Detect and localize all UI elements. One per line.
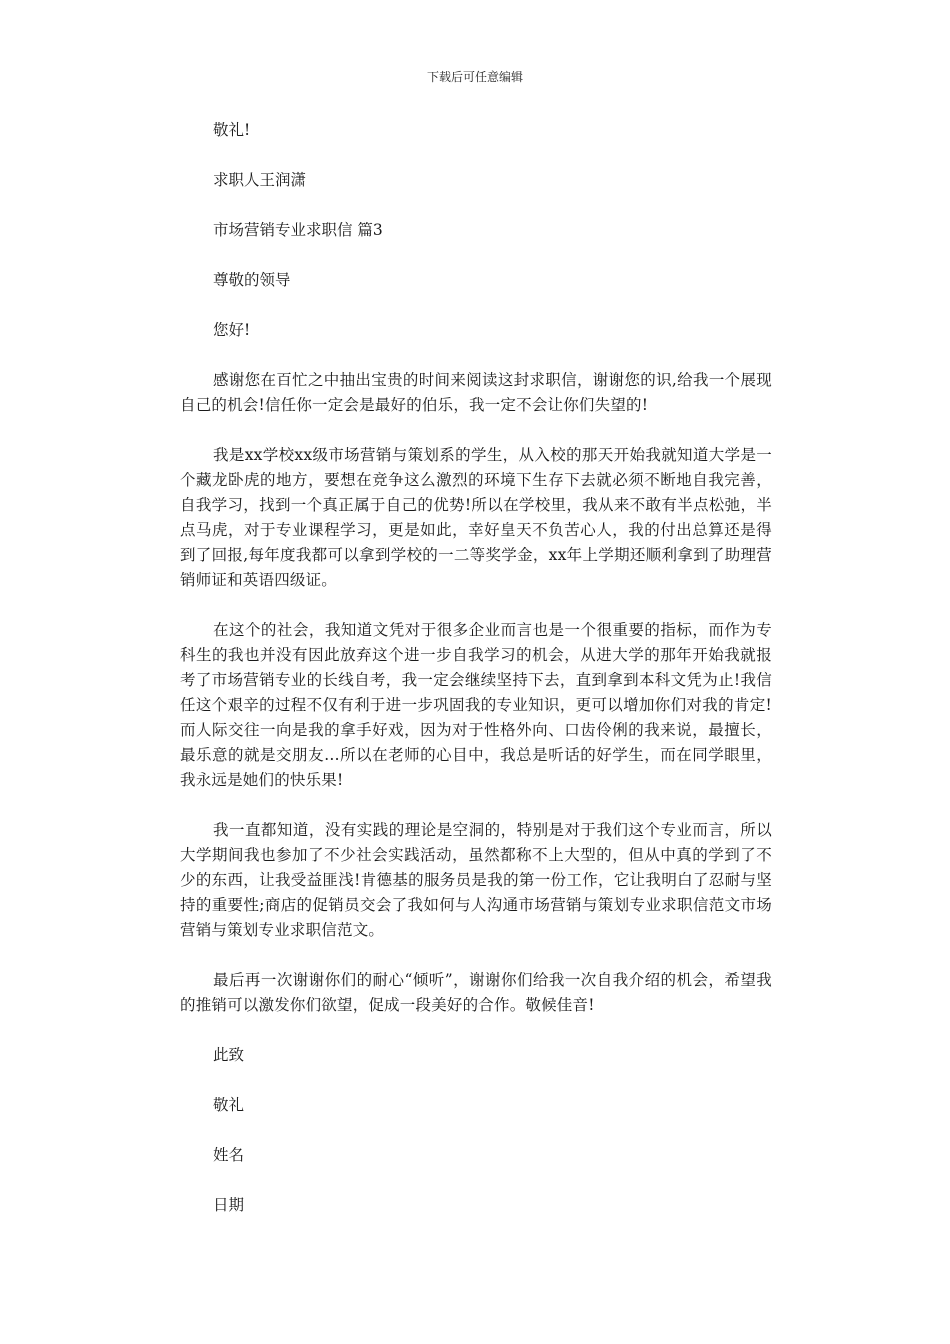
paragraph-closing: 最后再一次谢谢你们的耐心“倾听”，谢谢你们给我一次自我介绍的机会，希望我的推销可以激发你们欲望，促成一段美好的合作。敬候佳音! xyxy=(180,971,772,1014)
paragraph-practice: 我一直都知道，没有实践的理论是空洞的，特别是对于我们这个专业而言，所以大学期间我也参加了不少社会实践活动，虽然都称不上大型的，但从中真的学到了不少的东西，让我受益匪浅!肯德基的服务员是我的第一份工作，它让我明白了忍耐与坚持的重要性;商店的促销员交会了我如何与人沟通市场营销与策划专业求职信范文市场营销与策划专业求职信范文。 xyxy=(180,821,772,939)
closing-salute: 敬礼! xyxy=(213,121,251,139)
date-label: 日期 xyxy=(213,1196,245,1214)
page-header: 下载后可任意编辑 xyxy=(426,70,523,84)
name-label: 姓名 xyxy=(213,1146,245,1164)
section-title: 市场营销专业求职信 篇3 xyxy=(213,221,383,239)
greeting: 尊敬的领导 xyxy=(213,271,291,289)
paragraph-thanks: 感谢您在百忙之中抽出宝贵的时间来阅读这封求职信，谢谢您的识,给我一个展现自己的机会!信任你一定会是最好的伯乐，我一定不会让你们失望的! xyxy=(180,371,772,414)
paragraph-self-study: 在这个的社会，我知道文凭对于很多企业而言也是一个很重要的指标，而作为专科生的我也并没有因此放弃这个进一步自我学习的机会，从进大学的那年开始我就报考了市场营销专业的长线自考，我一定会继续坚持下去，直到拿到本科文凭为止!我信任这个艰辛的过程不仅有利于进一步巩固我的专业知识，更可以增加你们对我的肯定!而人际交往一向是我的拿手好戏，因为对于性格外向、口齿伶俐的我来说，最擅长，最乐意的就是交朋友…所以在老师的心目中，我总是听话的好学生，而在同学眼里，我永远是她们的快乐果! xyxy=(180,621,772,789)
closing-to: 此致 xyxy=(213,1046,245,1064)
letter-body xyxy=(180,118,772,1243)
paragraph-education: 我是xx学校xx级市场营销与策划系的学生，从入校的那天开始我就知道大学是一个藏龙卧虎的地方，要想在竞争这么激烈的环境下生存下去就必须不断地自我完善，自我学习，找到一个真正属于自己的优势!所以在学校里，我从来不敢有半点松弛，半点马虎，对于专业课程学习，更是如此，幸好皇天不负苦心人，我的付出总算还是得到了回报,每年度我都可以拿到学校的一二等奖学金，xx年上学期还顺利拿到了助理营销师证和英语四级证。 xyxy=(180,446,772,589)
hello: 您好! xyxy=(213,321,251,339)
closing-salute-2: 敬礼 xyxy=(213,1096,245,1114)
signature: 求职人王润潇 xyxy=(213,171,307,189)
